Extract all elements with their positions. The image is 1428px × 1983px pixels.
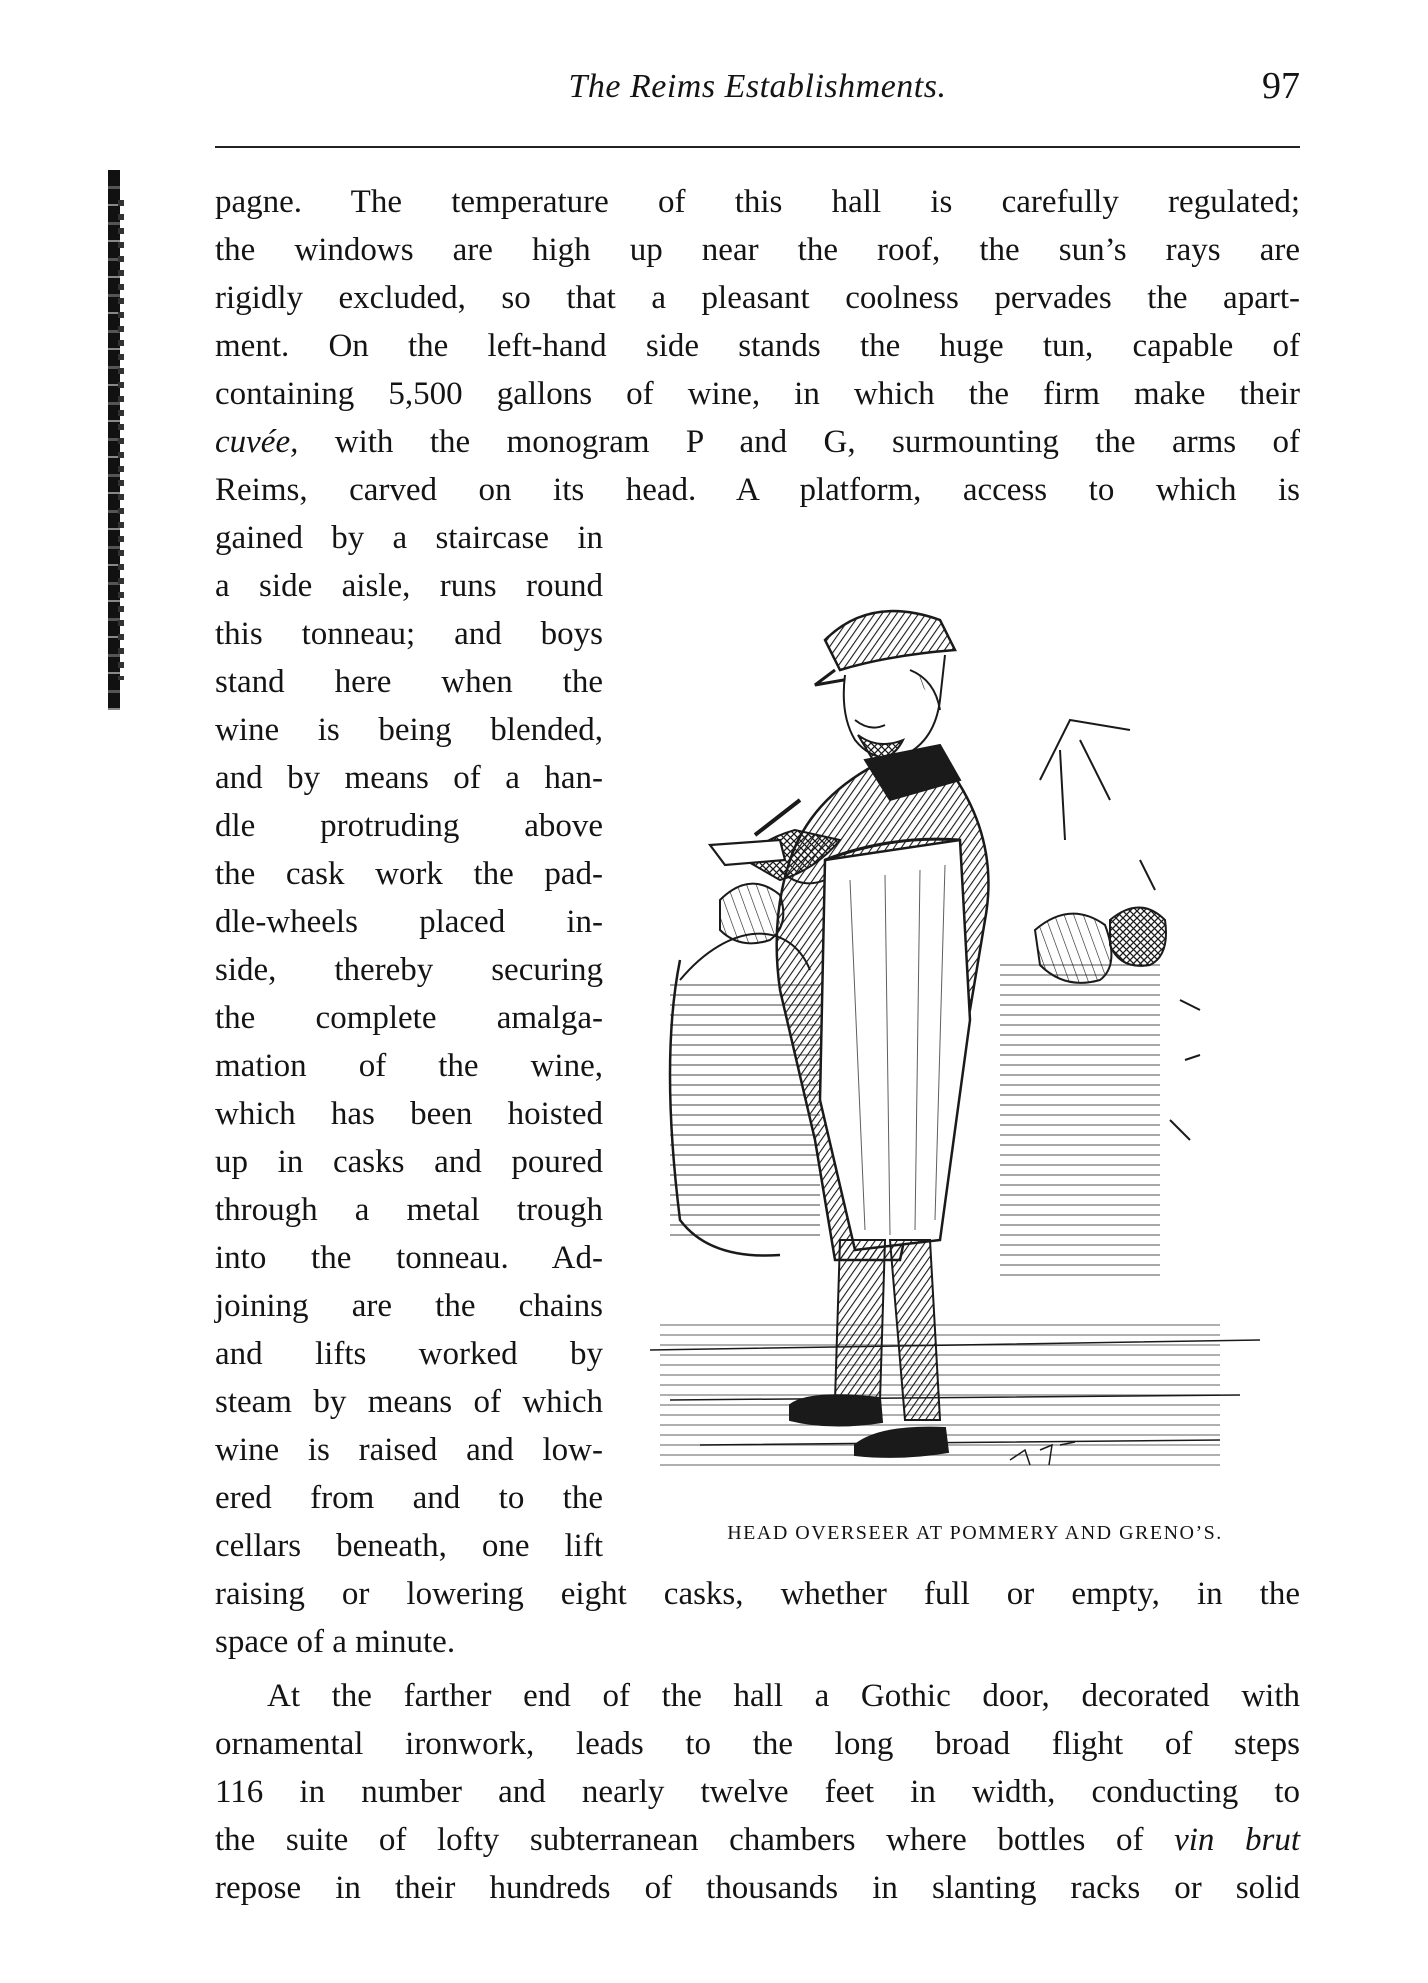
text-line: rigidly excluded, so that a pleasant coolness pervades the apart- [215, 280, 1300, 316]
text-line: raising or lowering eight casks, whether full or empty, in the [215, 1576, 1300, 1612]
text-line: 116 in number and nearly twelve feet in width, conducting to [215, 1774, 1300, 1810]
text-line: ered from and to the [215, 1480, 603, 1516]
figure-caption: HEAD OVERSEER AT POMMERY AND GRENO’S. [727, 1522, 1223, 1544]
text-line: pagne. The temperature of this hall is carefully regulated; [215, 184, 1300, 220]
running-head [215, 65, 1300, 118]
margin-scan-mark [108, 170, 120, 710]
text-line: this tonneau; and boys [215, 616, 603, 652]
text-line: ment. On the left-hand side stands the huge tun, capable of [215, 328, 1300, 364]
text-line: steam by means of which [215, 1384, 603, 1420]
text-line: ornamental ironwork, leads to the long broad flight of steps [215, 1726, 1300, 1762]
text-line: wine is raised and low- [215, 1432, 603, 1468]
text-line: into the tonneau. Ad- [215, 1240, 603, 1276]
text-line [215, 418, 1300, 466]
text-line: stand here when the [215, 664, 603, 700]
text-line: and by means of a han- [215, 760, 603, 796]
engraving-drawing [640, 540, 1300, 1515]
italic-word: cuvée, [215, 424, 299, 460]
text-line: a side aisle, runs round [215, 568, 603, 604]
text-line: the windows are high up near the roof, the sun’s rays are [215, 232, 1300, 268]
text-line: joining are the chains [215, 1288, 603, 1324]
text-line [215, 1816, 1300, 1864]
text-line: At the farther end of the hall a Gothic door, decorated with [267, 1678, 1300, 1714]
running-title: The Reims Establishments. [568, 68, 947, 105]
text-line: wine is being blended, [215, 712, 603, 748]
line-text: the suite of lofty subterranean chambers where bottles of [215, 1822, 1175, 1858]
text-line: side, thereby securing [215, 952, 603, 988]
text-line: Reims, carved on its head. A platform, access to which is [215, 472, 1300, 508]
text-line: which has been hoisted [215, 1096, 603, 1132]
text-line: gained by a staircase in [215, 520, 603, 556]
text-line: cellars beneath, one lift [215, 1528, 603, 1564]
illustration-head-overseer [640, 540, 1300, 1515]
text-line: mation of the wine, [215, 1048, 603, 1084]
text-line: up in casks and poured [215, 1144, 603, 1180]
text-line: through a metal trough [215, 1192, 603, 1228]
page-number: 97 [1262, 65, 1300, 107]
italic-phrase: vin brut [1174, 1822, 1300, 1858]
text-line: containing 5,500 gallons of wine, in which the firm make their [215, 376, 1300, 412]
text-line: the complete amalga- [215, 1000, 603, 1036]
text-line: dle-wheels placed in- [215, 904, 603, 940]
text-line: the cask work the pad- [215, 856, 603, 892]
line-rest: with the monogram P and G, surmounting the arms of [298, 424, 1300, 460]
header-rule [215, 146, 1300, 148]
text-line: and lifts worked by [215, 1336, 603, 1372]
text-line: dle protruding above [215, 808, 603, 844]
text-line: space of a minute. [215, 1624, 456, 1660]
text-line: repose in their hundreds of thousands in slanting racks or solid [215, 1870, 1300, 1906]
